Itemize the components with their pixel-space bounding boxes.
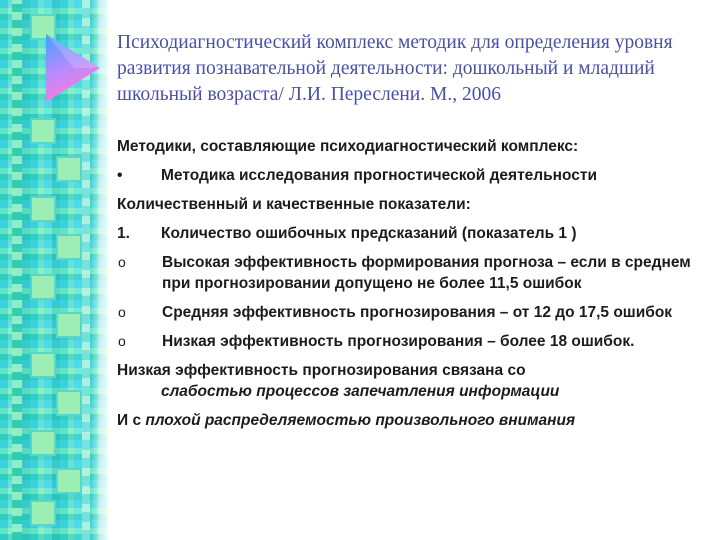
slide-title: Психодиагностический комплекс методик для определения уровня развития познавательной деятельности: дошкольный и младший школьный возраста/ Л.И. Переслени. М., 2006: [117, 32, 673, 105]
indicators-heading: Количественный и качественные показатели:: [117, 196, 471, 213]
numbered-item: [117, 223, 702, 244]
mosaic-tile: [56, 312, 82, 338]
conclusion-italic-text: плохой распределяемостью произвольного внимания: [145, 412, 576, 429]
mosaic-tile: [56, 390, 82, 416]
level-item-low: [117, 331, 702, 352]
mosaic-stripe: [12, 0, 22, 540]
methods-heading: Методики, составляющие психодиагностический комплекс:: [117, 138, 579, 155]
mosaic-tile: [30, 430, 56, 456]
level-text: Низкая эффективность прогнозирования – более 18 ошибок.: [162, 333, 635, 350]
ring-bullet-icon: o: [118, 254, 126, 270]
conclusion-final-line: [117, 410, 702, 431]
bullet-item: [117, 165, 702, 186]
conclusion-italic-line: слабостью процессов запечатления информации: [161, 383, 560, 400]
slide-content: [117, 136, 702, 431]
conclusion-line: Низкая эффективность прогнозирования связана со: [117, 362, 526, 379]
conclusion-prefix: И с: [117, 412, 146, 429]
mosaic-tile: [30, 118, 56, 144]
play-triangle-icon: [44, 32, 102, 104]
mosaic-tile: [30, 274, 56, 300]
level-text: Высокая эффективность формирования прогноза – если в среднем при прогнозировании допущено не более 11,5 ошибок: [162, 254, 691, 292]
level-item-medium: [117, 302, 702, 323]
ring-bullet-icon: o: [118, 333, 126, 349]
numbered-marker: 1.: [117, 225, 130, 242]
conclusion: [117, 360, 702, 431]
mosaic-tile: [30, 500, 56, 526]
level-text: Средняя эффективность прогнозирования – от 12 до 17,5 ошибок: [162, 304, 673, 321]
bullet-text: Методика исследования прогностической деятельности: [161, 167, 598, 184]
mosaic-tile: [56, 234, 82, 260]
mosaic-tile: [56, 156, 82, 182]
level-item-high: [117, 252, 702, 294]
ring-bullet-icon: o: [118, 304, 126, 320]
mosaic-tile: [56, 468, 82, 494]
mosaic-tile: [30, 196, 56, 222]
bullet-marker: •: [117, 167, 123, 184]
numbered-text: Количество ошибочных предсказаний (показатель 1 ): [161, 225, 577, 242]
mosaic-tile: [30, 352, 56, 378]
